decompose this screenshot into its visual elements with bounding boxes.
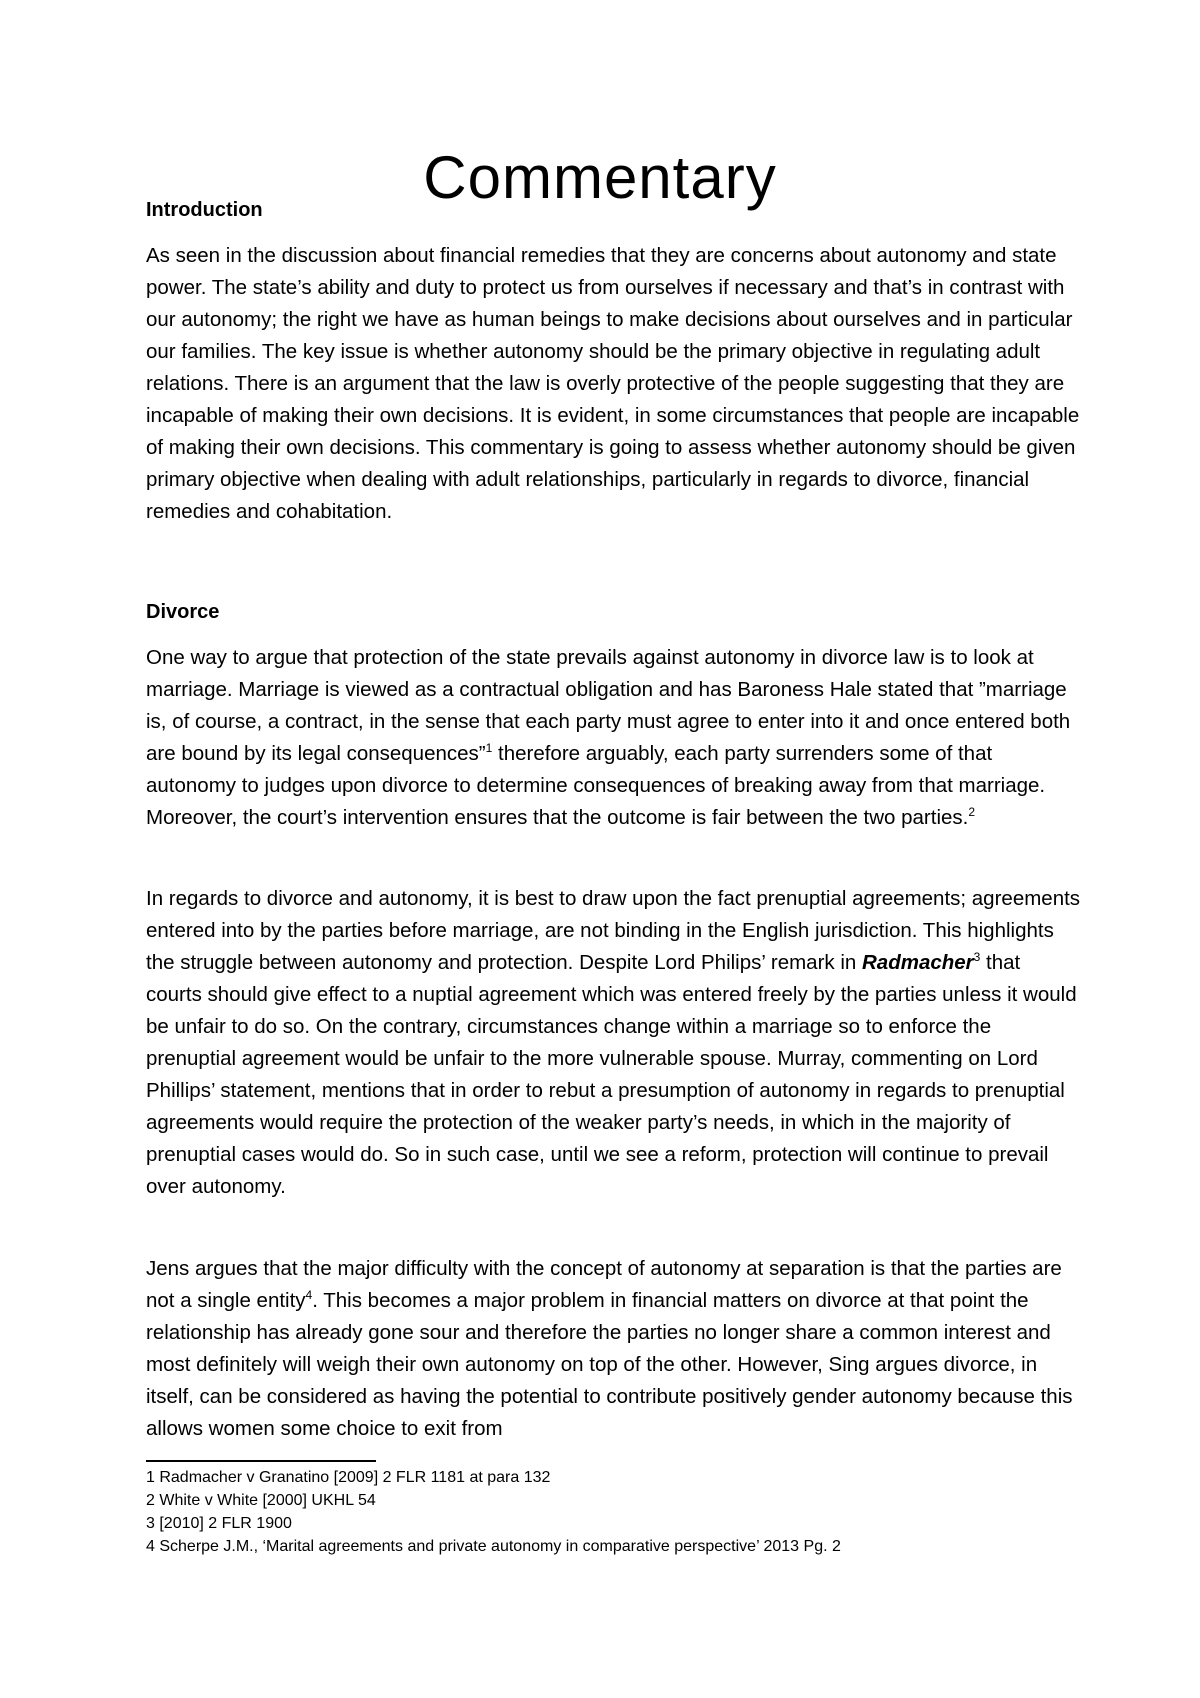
case-name-radmacher: Radmacher [862, 951, 974, 974]
footnote-2: 2 White v White [2000] UKHL 54 [146, 1492, 376, 1509]
footnote-separator [146, 1460, 376, 1462]
divorce-p2-text-b: that courts should give effect to a nuptial agreement which was entered freely by the parties unless it would be unfair to do so. On the contrary, circumstances change within a marriage so to enforce the prenuptial agreement would be unfair to the more vulnerable spouse. Murray, commenting on Lord Phillips’ statement, mentions that in order to rebut a presumption of autonomy in regards to prenuptial agreements would require the protection of the weaker party’s needs, in which in the majority of prenuptial cases would do. So in such case, until we see a reform, protection will continue to prevail over autonomy. [146, 951, 1077, 1198]
introduction-heading: Introduction [146, 199, 263, 221]
divorce-paragraph-1 [146, 642, 1081, 834]
divorce-p1-text-b: therefore arguably, each party surrenders some of that autonomy to judges upon divorce to determine consequences of breaking away from that marriage. Moreover, the court’s intervention ensures that the outcome is fair between the two parties. [146, 742, 1046, 829]
footnote-ref-3: 3 [973, 950, 981, 965]
introduction-paragraph: As seen in the discussion about financial remedies that they are concerns about autonomy and state power. The state’s ability and duty to protect us from ourselves if necessary and that’s in contrast with our autonomy; the right we have as human beings to make decisions about ourselves and in particular our families. The key issue is whether autonomy should be the primary objective in regulating adult relations. There is an argument that the law is overly protective of the people suggesting that they are incapable of making their own decisions. It is evident, in some circumstances that people are incapable of making their own decisions. This commentary is going to assess whether autonomy should be given primary objective when dealing with adult relationships, particularly in regards to divorce, financial remedies and cohabitation. [146, 244, 1080, 523]
divorce-p2-text-a: In regards to divorce and autonomy, it is best to draw upon the fact prenuptial agreements; agreements entered into by the parties before marriage, are not binding in the English jurisdiction. This highlights the struggle between autonomy and protection. Despite Lord Philips’ remark in [146, 887, 1081, 974]
footnote-ref-2: 2 [968, 805, 976, 820]
divorce-p3-text-a: Jens argues that the major difficulty with the concept of autonomy at separation is that the parties are not a single entity [146, 1257, 1062, 1312]
divorce-paragraph-2 [146, 883, 1081, 1203]
page-title: Commentary [423, 144, 777, 211]
footnote-4: 4 Scherpe J.M., ‘Marital agreements and private autonomy in comparative perspective’ 2013 Pg. 2 [146, 1538, 841, 1555]
footnote-ref-1: 1 [485, 741, 493, 756]
divorce-p1-text-a: One way to argue that protection of the state prevails against autonomy in divorce law is to look at marriage. Marriage is viewed as a contractual obligation and has Baroness Hale stated that ”marriage is, of course, a contract, in the sense that each party must agree to enter into it and once entered both are bound by its legal consequences” [146, 646, 1071, 765]
footnote-ref-4: 4 [305, 1288, 313, 1303]
divorce-heading: Divorce [146, 601, 220, 623]
divorce-paragraph-3 [146, 1253, 1081, 1445]
footnote-1: 1 Radmacher v Granatino [2009] 2 FLR 1181 at para 132 [146, 1469, 551, 1486]
footnote-3: 3 [2010] 2 FLR 1900 [146, 1515, 292, 1532]
divorce-p3-text-b: . This becomes a major problem in financial matters on divorce at that point the relationship has already gone sour and therefore the parties no longer share a common interest and most definitely will weigh their own autonomy on top of the other. However, Sing argues divorce, in itself, can be considered as having the potential to contribute positively gender autonomy because this allows women some choice to exit from [146, 1289, 1073, 1440]
